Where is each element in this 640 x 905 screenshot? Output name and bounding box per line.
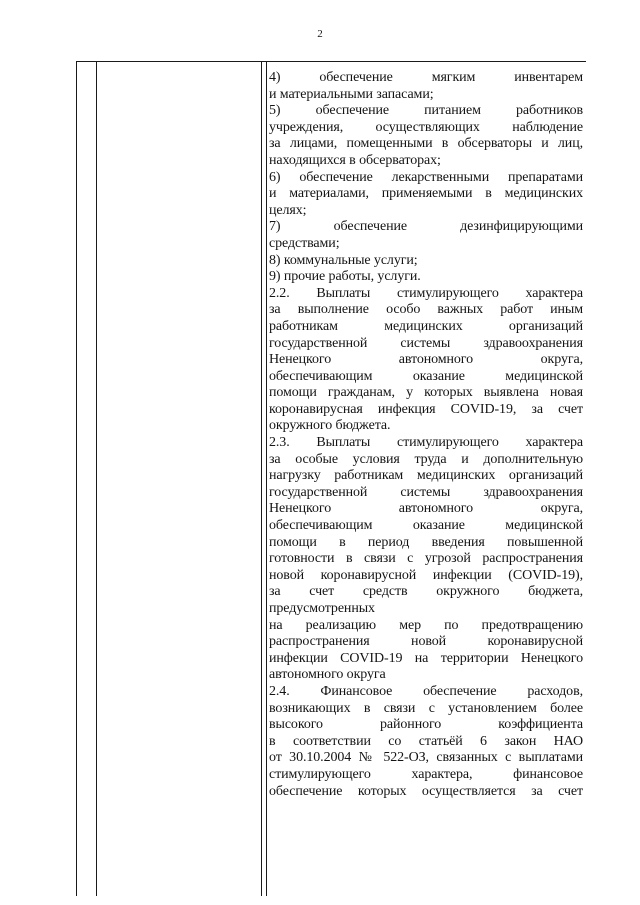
- text-line: и материальными запасами;: [269, 86, 434, 102]
- text-line: обеспечивающим оказание медицинской: [269, 368, 583, 384]
- text-line: 6) обеспечение лекарственными препаратами: [269, 169, 583, 185]
- text-line: готовности в связи с угрозой распространения: [269, 551, 583, 567]
- text-line: новой коронавирусной инфекции (COVID-19),: [269, 567, 583, 583]
- text-line: за счет средств окружного бюджета,: [269, 584, 583, 600]
- text-line: за выполнение особо важных работ иным: [269, 302, 583, 318]
- text-line: 4) обеспечение мягким инвентарем: [269, 70, 583, 85]
- text-line: обеспечение которых осуществляется за счет: [269, 783, 583, 799]
- text-line: стимулирующего характера, финансовое: [269, 766, 583, 782]
- text-line: государственной системы здравоохранения: [269, 335, 583, 351]
- text-line: возникающих в связи с установлением более: [269, 700, 583, 716]
- text-line: 9) прочие работы, услуги.: [269, 269, 421, 285]
- text-line: за лицами, помещенными в обсерваторы и лиц,: [269, 136, 583, 152]
- text-line: высокого районного коэффициента: [269, 717, 583, 733]
- text-line: автономного округа: [269, 667, 386, 683]
- table-column-divider: [261, 62, 262, 896]
- document-table: [76, 61, 586, 896]
- text-line: нагрузку работникам медицинских организаций: [269, 468, 583, 484]
- text-line: Ненецкого автономного округа,: [269, 501, 583, 517]
- text-line: 8) коммунальные услуги;: [269, 252, 418, 268]
- text-line: от 30.10.2004 № 522-ОЗ, связанных с выплатами: [269, 750, 583, 766]
- text-line: работникам медицинских организаций: [269, 318, 583, 334]
- text-line: помощи в период введения повышенной: [269, 534, 583, 550]
- text-line: целях;: [269, 202, 307, 218]
- page-number: 2: [317, 28, 323, 40]
- text-line: предусмотренных: [269, 601, 375, 616]
- text-line: за особые условия труда и дополнительную: [269, 451, 583, 467]
- text-line: находящихся в обсерваторах;: [269, 152, 441, 168]
- text-line: государственной системы здравоохранения: [269, 484, 583, 500]
- text-line: окружного бюджета.: [269, 418, 391, 434]
- text-line: 2.2. Выплаты стимулирующего характера: [269, 285, 583, 301]
- table-column-divider: [266, 62, 267, 896]
- table-column-divider: [96, 62, 97, 896]
- text-line: Ненецкого автономного округа,: [269, 352, 583, 368]
- text-line: 7) обеспечение дезинфицирующими: [269, 219, 583, 235]
- text-line: помощи гражданам, у которых выявлена новая: [269, 385, 583, 401]
- text-line: инфекции COVID-19 на территории Ненецкого: [269, 650, 583, 666]
- text-line: обеспечивающим оказание медицинской: [269, 518, 583, 534]
- text-line: в соответствии со статьёй 6 закон НАО: [269, 733, 583, 749]
- text-line: на реализацию мер по предотвращению: [269, 617, 583, 633]
- text-line: коронавирусная инфекция COVID-19, за счет: [269, 401, 583, 417]
- text-line: 2.4. Финансовое обеспечение расходов,: [269, 683, 583, 699]
- table-cell-text: [269, 70, 583, 800]
- text-line: 2.3. Выплаты стимулирующего характера: [269, 435, 583, 451]
- text-line: средствами;: [269, 235, 340, 251]
- text-line: 5) обеспечение питанием работников: [269, 103, 583, 119]
- text-line: учреждения, осуществляющих наблюдение: [269, 119, 583, 135]
- text-line: распространения новой коронавирусной: [269, 634, 583, 650]
- text-line: и материалами, применяемыми в медицинских: [269, 186, 583, 202]
